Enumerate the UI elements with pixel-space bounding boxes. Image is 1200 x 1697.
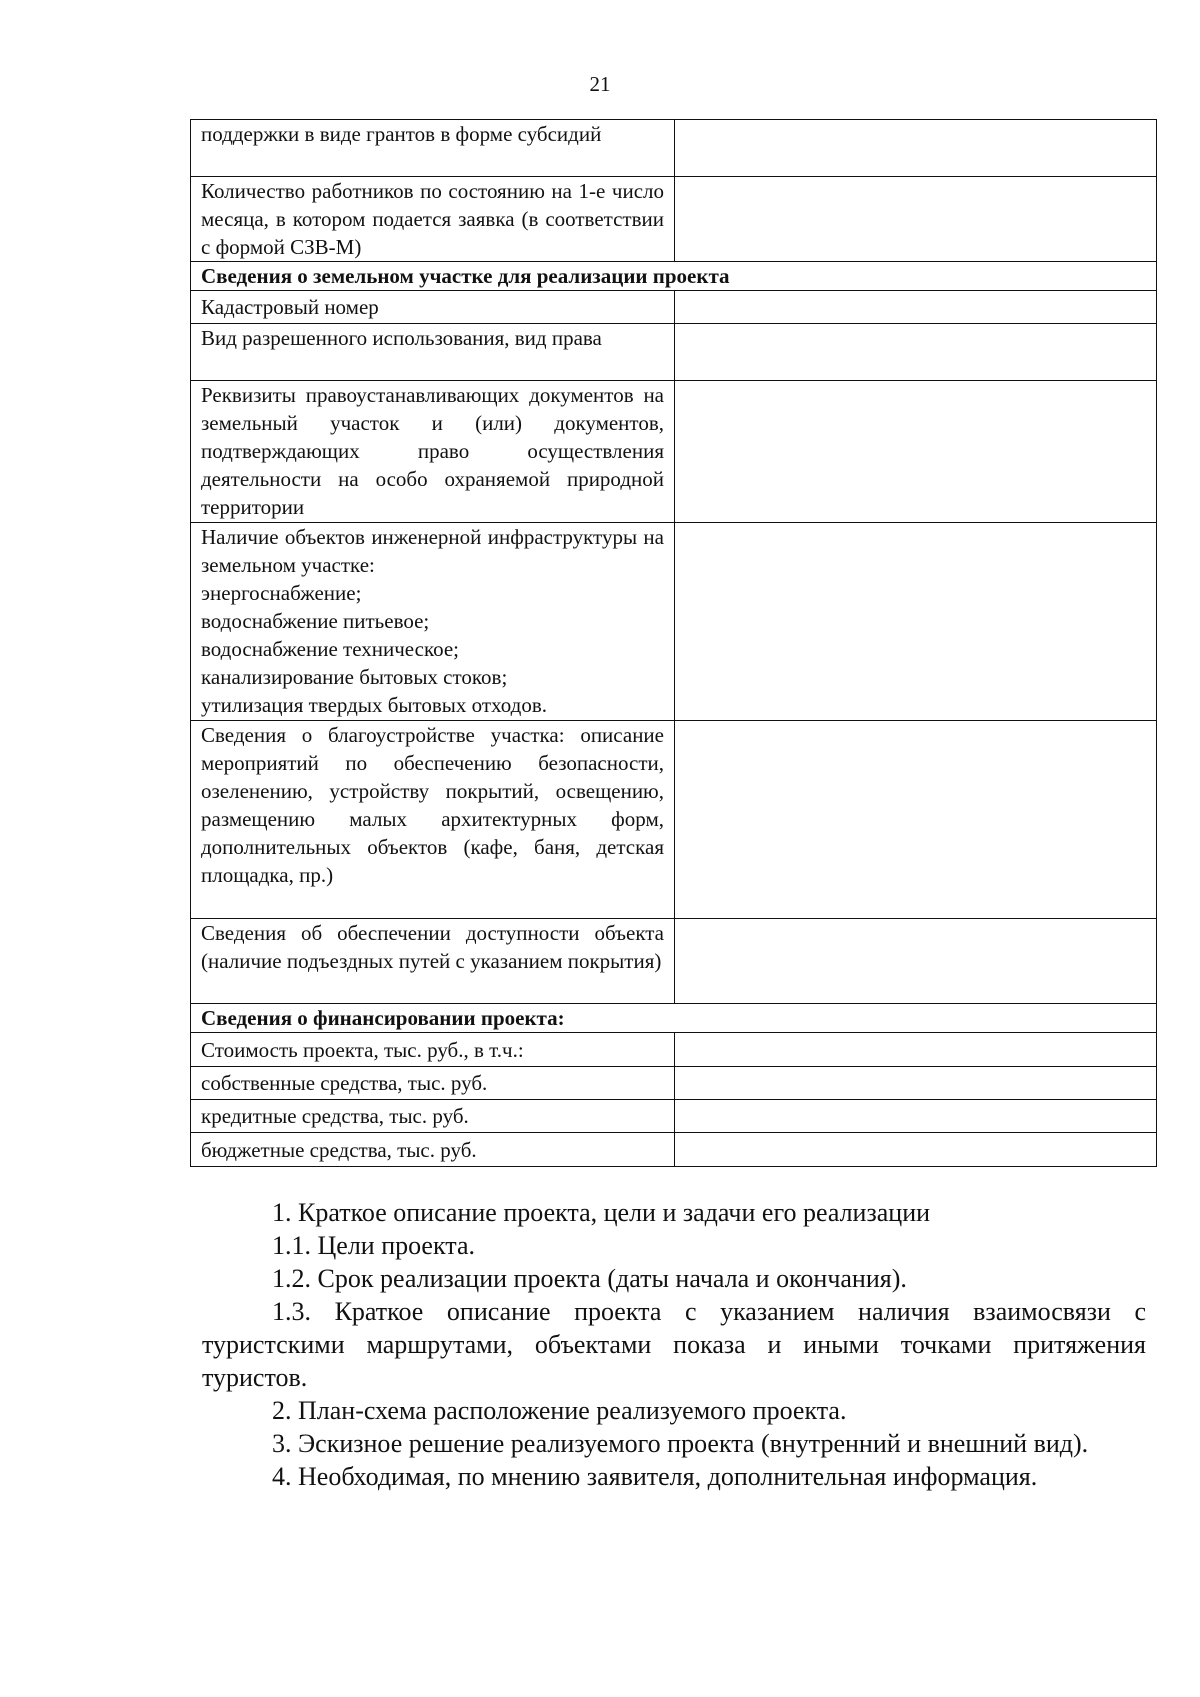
section-paragraph: 3. Эскизное решение реализуемого проекта (внутренний и внешний вид). — [272, 1429, 1089, 1458]
field-label: Реквизиты правоустанавливающих документов на земельный участок и (или) документов, подтверждающих право осуществления деятельности на особо охраняемой природной территории — [191, 381, 675, 523]
table-row — [191, 721, 1157, 919]
table-row — [191, 120, 1157, 177]
section-paragraph: 1.3. Краткое описание проекта с указанием наличия взаимосвязи с туристскими маршрутами, объектами показа и иными точками притяжения туристов. — [202, 1297, 1146, 1392]
field-label-line: энергоснабжение; — [201, 581, 362, 605]
field-label: Количество работников по состоянию на 1-е число месяца, в котором подается заявка (в соответствии с формой СЗВ-М) — [191, 177, 675, 262]
field-label — [191, 523, 675, 721]
section-paragraph: 1. Краткое описание проекта, цели и задачи его реализации — [272, 1198, 931, 1227]
field-label: Сведения о благоустройстве участка: описание мероприятий по обеспечению безопасности, озеленению, устройству покрытий, освещению, размещению малых архитектурных форм, дополнительных объектов (кафе, баня, детская площадка, пр.) — [191, 721, 675, 919]
table-row — [191, 1033, 1157, 1067]
field-value[interactable] — [675, 120, 1157, 177]
section-header-row — [191, 1004, 1157, 1033]
field-label-line: Наличие объектов инженерной инфраструктуры на земельном участке: — [201, 525, 664, 577]
table-row — [191, 177, 1157, 262]
section-paragraph: 1.1. Цели проекта. — [272, 1231, 475, 1260]
field-label: бюджетные средства, тыс. руб. — [191, 1133, 675, 1167]
field-label: кредитные средства, тыс. руб. — [191, 1100, 675, 1133]
field-label: Кадастровый номер — [191, 291, 675, 324]
project-info-table — [190, 119, 1157, 1167]
field-value[interactable] — [675, 919, 1157, 1004]
field-label-line: водоснабжение техническое; — [201, 637, 459, 661]
field-label: Сведения об обеспечении доступности объекта (наличие подъездных путей с указанием покрытия) — [191, 919, 675, 1004]
field-value[interactable] — [675, 1133, 1157, 1167]
field-label: Вид разрешенного использования, вид права — [191, 324, 675, 381]
field-label: поддержки в виде грантов в форме субсидий — [191, 120, 675, 177]
field-value[interactable] — [675, 523, 1157, 721]
section-header: Сведения о финансировании проекта: — [191, 1004, 1157, 1033]
field-value[interactable] — [675, 324, 1157, 381]
table-row — [191, 1133, 1157, 1167]
section-header: Сведения о земельном участке для реализации проекта — [191, 262, 1157, 291]
page-number: 21 — [589, 72, 611, 96]
field-label: Стоимость проекта, тыс. руб., в т.ч.: — [191, 1033, 675, 1067]
project-description-sections — [202, 1196, 1146, 1493]
table-row — [191, 1100, 1157, 1133]
table-row — [191, 523, 1157, 721]
field-value[interactable] — [675, 177, 1157, 262]
field-value[interactable] — [675, 721, 1157, 919]
field-value[interactable] — [675, 291, 1157, 324]
table-row — [191, 324, 1157, 381]
field-label-line: утилизация твердых бытовых отходов. — [201, 693, 548, 717]
field-label-line: водоснабжение питьевое; — [201, 609, 430, 633]
section-paragraph: 4. Необходимая, по мнению заявителя, дополнительная информация. — [272, 1462, 1038, 1491]
field-label-line: канализирование бытовых стоков; — [201, 665, 508, 689]
field-label: собственные средства, тыс. руб. — [191, 1067, 675, 1100]
field-value[interactable] — [675, 1100, 1157, 1133]
field-value[interactable] — [675, 1067, 1157, 1100]
section-paragraph: 1.2. Срок реализации проекта (даты начала и окончания). — [272, 1264, 907, 1293]
table-row — [191, 919, 1157, 1004]
table-row — [191, 381, 1157, 523]
table-row — [191, 291, 1157, 324]
section-header-row — [191, 262, 1157, 291]
table-row — [191, 1067, 1157, 1100]
field-value[interactable] — [675, 1033, 1157, 1067]
field-value[interactable] — [675, 381, 1157, 523]
section-paragraph: 2. План-схема расположение реализуемого проекта. — [272, 1396, 847, 1425]
